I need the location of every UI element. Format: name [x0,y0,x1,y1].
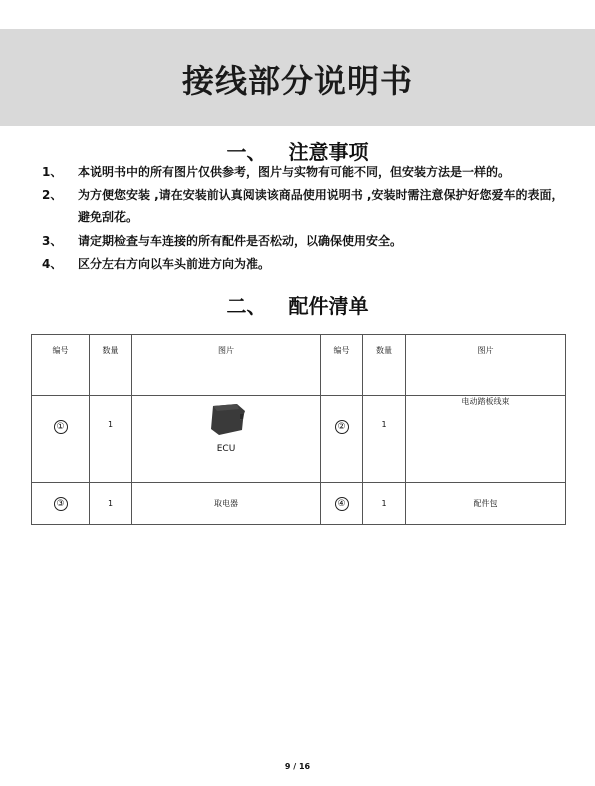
column-header: 图片 [132,335,321,396]
table-header-row [32,335,566,396]
note-number: 1、 [42,165,63,179]
item-number: ② [335,420,349,434]
table-row [32,396,566,483]
list-item [0,232,595,252]
item-image-cell [132,396,321,483]
section-heading-notes [0,136,595,165]
item-number: ① [54,420,68,434]
note-number: 2、 [42,188,63,202]
note-text: 区分左右方向以车头前进方向为准。 [78,257,271,271]
item-name: ECU [216,444,236,454]
table-row [32,483,566,525]
parts-table [31,334,566,525]
item-number-cell [321,483,363,525]
ecu-module-icon [207,402,249,436]
column-header: 编号 [321,335,363,396]
list-item [0,163,595,183]
note-text: 本说明书中的所有图片仅供参考，图片与实物有可能不同，但安装方法是一样的。 [78,165,511,179]
column-header: 数量 [90,335,132,396]
page-number: 9 / 16 [284,762,311,771]
section-title: 配件清单 [288,294,369,318]
column-header: 图片 [406,335,566,396]
quantity: 1 [90,396,132,483]
note-text-continued: 避免刮花。 [78,210,139,224]
title-banner [0,29,595,126]
item-name: 电动踏板线束 [406,396,566,483]
item-number: ④ [335,497,349,511]
section-heading-parts [0,290,595,319]
page-title: 接线部分说明书 [181,61,413,100]
note-text: 为方便您安装 ,请在安装前认真阅读该商品使用说明书 ,安装时需注意保护好您爱车的表面， [78,188,564,202]
quantity: 1 [363,483,406,525]
column-header: 数量 [363,335,406,396]
note-number: 3、 [42,234,63,248]
note-text: 请定期检查与车连接的所有配件是否松动，以确保使用安全。 [78,234,403,248]
list-item-continuation [0,208,595,228]
note-number: 4、 [42,257,63,271]
section-number: 二、 [226,294,267,318]
item-number: ③ [54,497,68,511]
item-name: 配件包 [406,483,566,525]
list-item [0,186,595,206]
column-header: 编号 [32,335,90,396]
item-number-cell [32,483,90,525]
list-item [0,255,595,275]
section-title: 注意事项 [288,140,369,164]
quantity: 1 [90,483,132,525]
section-number: 一、 [226,140,267,164]
item-name: 取电器 [132,483,321,525]
item-number-cell [321,396,363,483]
quantity: 1 [363,396,406,483]
item-number-cell [32,396,90,483]
